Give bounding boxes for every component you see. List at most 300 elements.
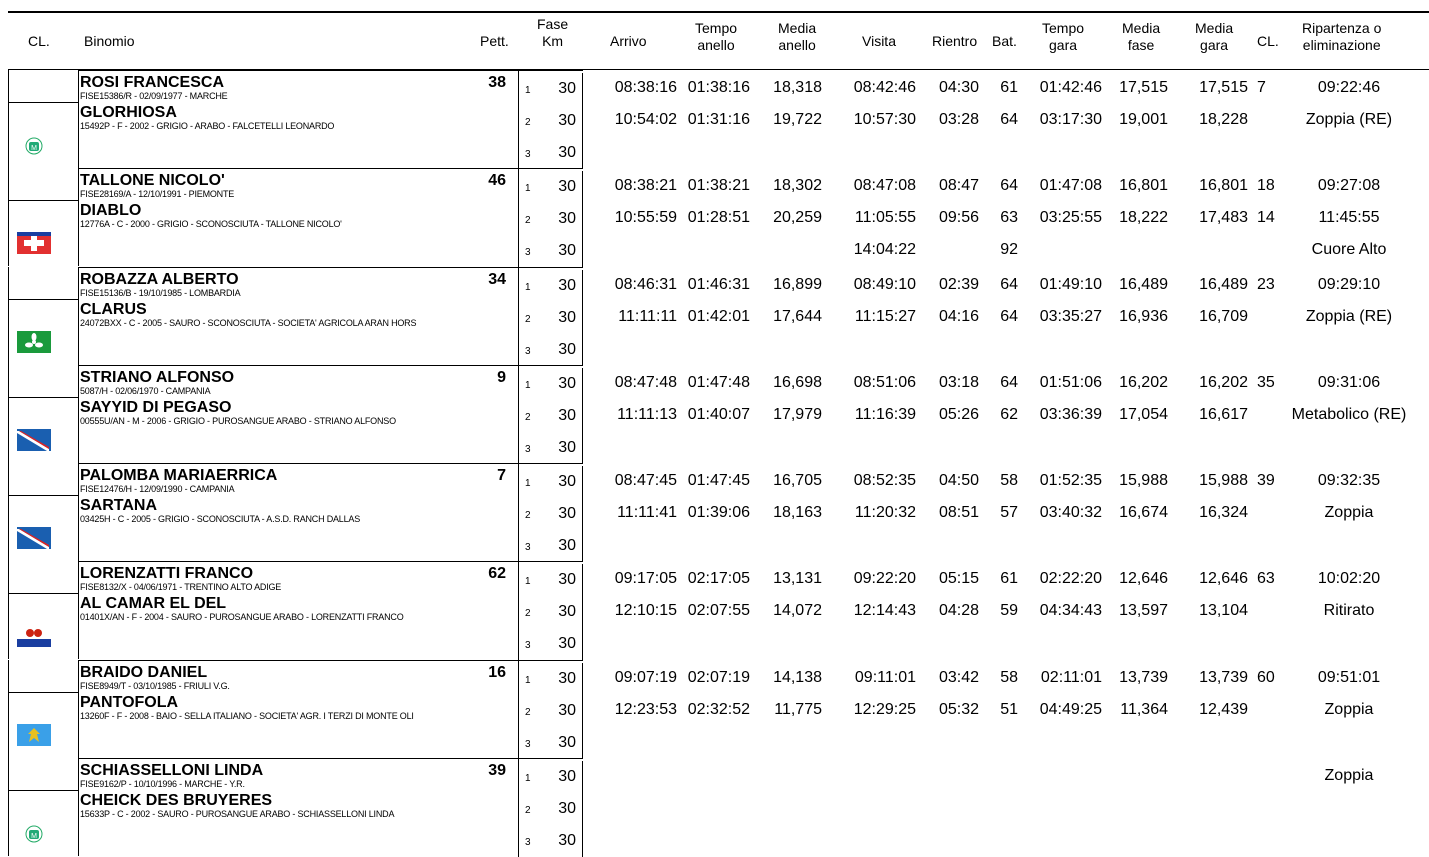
cell-tempo-gara: 01:51:06 bbox=[1039, 373, 1102, 391]
horse-info: 15633P - C - 2002 - SAURO - PUROSANGUE ARABO - SCHIASSELLONI LINDA bbox=[80, 809, 395, 820]
region-flag-icon bbox=[17, 134, 51, 154]
cell-media-gara bbox=[1185, 792, 1248, 824]
cell-ripartenza bbox=[1290, 431, 1408, 463]
cell-bat: 57 bbox=[1000, 504, 1018, 522]
cell-tempo-gara: 01:47:08 bbox=[1039, 177, 1102, 195]
binomio-cell bbox=[78, 168, 518, 267]
rider-info: FISE8132/X - 04/06/1971 - TRENTINO ALTO ADIGE bbox=[80, 582, 282, 593]
cell-tempo-gara: 04:34:43 bbox=[1039, 602, 1102, 620]
cell-tempo-gara: 03:25:55 bbox=[1039, 209, 1102, 227]
cell-ripartenza bbox=[1290, 136, 1408, 168]
cell-media-gara bbox=[1185, 760, 1248, 792]
cell-tempo-anello: 01:47:45 bbox=[687, 472, 750, 490]
cell-classifica: 14 bbox=[1257, 209, 1275, 227]
binomio-cell bbox=[78, 660, 518, 759]
lap-km: 30 bbox=[543, 466, 583, 498]
bib-number: 7 bbox=[497, 467, 506, 485]
cell-arrivo bbox=[597, 824, 677, 856]
cell-tempo-gara bbox=[1022, 234, 1102, 266]
lap-number: 2 bbox=[525, 117, 531, 128]
rider-name: PALOMBA MARIAERRICA bbox=[80, 467, 278, 485]
result-row bbox=[0, 365, 1429, 463]
lap-km: 30 bbox=[543, 596, 583, 628]
lap-number: 3 bbox=[525, 443, 531, 455]
header-bat: Bat. bbox=[992, 33, 1017, 49]
cell-rientro: 05:32 bbox=[938, 700, 979, 718]
horse-info: 00555U/AN - M - 2006 - GRIGIO - PUROSANGUE ARABO - STRIANO ALFONSO bbox=[80, 415, 396, 426]
svg-text:M: M bbox=[31, 833, 37, 841]
cell-media-gara bbox=[1185, 234, 1248, 266]
cell-classifica bbox=[1257, 792, 1287, 824]
cell-classifica: 63 bbox=[1257, 570, 1275, 588]
cell-arrivo: 11:11:13 bbox=[617, 405, 677, 423]
cell-classifica bbox=[1257, 399, 1287, 431]
cell-bat bbox=[990, 136, 1018, 168]
cell-ripartenza: 09:29:10 bbox=[1317, 275, 1381, 293]
lap-km: 30 bbox=[543, 203, 583, 235]
cell-arrivo: 09:07:19 bbox=[614, 668, 677, 686]
cell-media-gara bbox=[1185, 333, 1248, 365]
region-flag-icon bbox=[17, 429, 51, 449]
cell-media-gara: 17,483 bbox=[1199, 209, 1248, 227]
cell-classifica: 39 bbox=[1257, 472, 1275, 490]
rank-box bbox=[8, 561, 79, 659]
cell-bat bbox=[990, 792, 1018, 824]
lap-km: 30 bbox=[543, 825, 583, 857]
cell-tempo-gara bbox=[1022, 431, 1102, 463]
binomio-cell bbox=[78, 267, 518, 366]
cell-classifica bbox=[1257, 104, 1287, 136]
lap-number: 3 bbox=[525, 837, 531, 849]
lap-km: 30 bbox=[543, 727, 583, 759]
cell-ripartenza bbox=[1290, 726, 1408, 758]
cell-rientro: 08:47 bbox=[938, 177, 979, 195]
cell-tempo-anello: 02:07:19 bbox=[687, 668, 750, 686]
cell-rientro: 04:16 bbox=[938, 307, 979, 325]
cell-tempo-anello: 01:47:48 bbox=[687, 373, 750, 391]
cell-classifica bbox=[1257, 234, 1287, 266]
cell-bat: 58 bbox=[1000, 668, 1018, 686]
horse-name: PANTOFOLA bbox=[80, 693, 179, 711]
cell-bat: 63 bbox=[1000, 209, 1018, 227]
cell-media-fase: 16,674 bbox=[1119, 504, 1168, 522]
horse-info: 03425H - C - 2005 - GRIGIO - SCONOSCIUTA - A.S.D. RANCH DALLAS bbox=[80, 514, 361, 525]
cell-media-gara: 12,646 bbox=[1199, 570, 1248, 588]
header-media-fase: Media fase bbox=[1122, 20, 1161, 53]
cell-media-gara: 16,489 bbox=[1199, 275, 1248, 293]
cell-media-gara bbox=[1185, 431, 1248, 463]
cell-media-fase bbox=[1108, 431, 1168, 463]
cell-rientro: 03:28 bbox=[938, 111, 979, 128]
lap-km: 30 bbox=[543, 105, 583, 137]
cell-visita: 08:42:46 bbox=[853, 79, 916, 96]
cell-tempo-anello: 01:38:21 bbox=[687, 177, 750, 195]
cell-rientro: 09:56 bbox=[938, 209, 979, 227]
cell-rientro bbox=[926, 529, 979, 561]
cell-media-fase: 12,646 bbox=[1119, 570, 1168, 588]
cell-media-anello: 17,644 bbox=[773, 307, 822, 325]
cell-media-fase bbox=[1108, 333, 1168, 365]
cell-classifica bbox=[1257, 301, 1287, 333]
rank-box bbox=[8, 168, 79, 266]
header-rientro: Rientro bbox=[932, 33, 978, 49]
cell-tempo-anello bbox=[680, 726, 750, 758]
bib-number: 46 bbox=[488, 172, 506, 190]
horse-name: CLARUS bbox=[80, 300, 147, 318]
cell-tempo-anello: 02:07:55 bbox=[687, 602, 750, 620]
horse-info: 12776A - C - 2000 - GRIGIO - SCONOSCIUTA - TALLONE NICOLO' bbox=[80, 219, 342, 230]
cell-visita bbox=[840, 726, 916, 758]
rider-name: LORENZATTI FRANCO bbox=[80, 565, 254, 583]
cell-media-gara: 16,202 bbox=[1199, 373, 1248, 391]
cell-media-anello: 18,302 bbox=[773, 177, 822, 195]
cell-visita: 08:49:10 bbox=[853, 275, 916, 293]
table-header bbox=[0, 0, 1429, 70]
binomio-cell bbox=[78, 758, 518, 857]
cell-media-anello: 18,318 bbox=[773, 79, 822, 96]
bib-number: 9 bbox=[497, 368, 506, 386]
cell-bat: 58 bbox=[1000, 472, 1018, 490]
cell-media-fase: 16,202 bbox=[1119, 373, 1168, 391]
cell-media-fase bbox=[1108, 726, 1168, 758]
cell-visita: 11:16:39 bbox=[854, 405, 916, 423]
bib-number: 38 bbox=[488, 74, 506, 91]
cell-tempo-gara: 03:17:30 bbox=[1039, 111, 1102, 128]
cell-classifica: 18 bbox=[1257, 177, 1275, 195]
rider-info: FISE8949/T - 03/10/1985 - FRIULI V.G. bbox=[80, 680, 230, 691]
bib-number: 16 bbox=[488, 663, 506, 681]
cell-bat: 92 bbox=[1000, 241, 1018, 259]
cell-tempo-gara bbox=[1022, 760, 1102, 792]
cell-media-anello: 16,698 bbox=[773, 373, 822, 391]
lap-km: 30 bbox=[543, 235, 583, 267]
result-row bbox=[0, 168, 1429, 266]
lap-column bbox=[518, 70, 583, 169]
cell-arrivo: 11:11:11 bbox=[618, 307, 677, 325]
cell-arrivo bbox=[597, 760, 677, 792]
cell-bat: 62 bbox=[1000, 405, 1018, 423]
cell-rientro: 05:26 bbox=[938, 405, 979, 423]
cell-tempo-gara bbox=[1022, 792, 1102, 824]
cell-arrivo: 09:17:05 bbox=[614, 570, 677, 588]
cell-tempo-gara bbox=[1022, 136, 1102, 168]
cell-ripartenza: Metabolico (RE) bbox=[1291, 405, 1407, 423]
cell-media-gara: 16,801 bbox=[1199, 177, 1248, 195]
lap-km: 30 bbox=[543, 432, 583, 464]
cell-visita bbox=[840, 792, 916, 824]
cell-arrivo bbox=[597, 136, 677, 168]
cell-bat bbox=[990, 431, 1018, 463]
cell-tempo-anello bbox=[680, 333, 750, 365]
cell-media-gara: 13,104 bbox=[1199, 602, 1248, 620]
rider-name: TALLONE NICOLO' bbox=[80, 172, 225, 190]
cell-media-fase: 19,001 bbox=[1119, 111, 1168, 128]
cell-arrivo bbox=[597, 234, 677, 266]
lap-column bbox=[518, 660, 583, 759]
cell-bat bbox=[990, 726, 1018, 758]
lap-km: 30 bbox=[543, 628, 583, 660]
lap-column bbox=[518, 168, 583, 267]
cell-visita: 12:14:43 bbox=[853, 602, 916, 620]
horse-name: CHEICK DES BRUYERES bbox=[80, 792, 273, 810]
cell-ripartenza: 09:51:01 bbox=[1317, 668, 1381, 686]
lap-number: 3 bbox=[525, 542, 531, 554]
cell-media-fase: 17,515 bbox=[1119, 79, 1168, 96]
cell-bat bbox=[990, 529, 1018, 561]
svg-text:M: M bbox=[31, 145, 37, 152]
cell-media-fase: 13,739 bbox=[1119, 668, 1168, 686]
cell-bat bbox=[990, 333, 1018, 365]
rank-box bbox=[8, 365, 79, 463]
cell-media-gara: 15,988 bbox=[1199, 472, 1248, 490]
cell-tempo-gara: 03:35:27 bbox=[1039, 307, 1102, 325]
cell-media-fase bbox=[1108, 529, 1168, 561]
cell-visita: 08:52:35 bbox=[853, 472, 916, 490]
cell-ripartenza: Zoppia (RE) bbox=[1305, 111, 1393, 128]
cell-media-anello: 16,705 bbox=[773, 472, 822, 490]
lap-number: 1 bbox=[525, 379, 531, 391]
binomio-cell bbox=[78, 463, 518, 562]
lap-km: 30 bbox=[543, 137, 583, 169]
rider-info: FISE9162/P - 10/10/1996 - MARCHE - Y.R. bbox=[80, 779, 245, 790]
cell-tempo-gara bbox=[1022, 333, 1102, 365]
lap-number: 3 bbox=[525, 345, 531, 357]
cell-media-anello bbox=[760, 234, 822, 266]
cell-rientro bbox=[926, 726, 979, 758]
lap-number: 2 bbox=[525, 706, 531, 718]
lap-number: 1 bbox=[525, 773, 531, 785]
binomio-cell bbox=[78, 70, 518, 169]
cell-classifica bbox=[1257, 760, 1287, 792]
lap-number: 1 bbox=[525, 478, 531, 490]
cell-media-gara: 16,617 bbox=[1199, 405, 1248, 423]
cell-media-gara: 17,515 bbox=[1199, 79, 1248, 96]
lap-km: 30 bbox=[543, 73, 583, 105]
cell-media-fase: 15,988 bbox=[1119, 472, 1168, 490]
cell-rientro bbox=[926, 431, 979, 463]
rider-info: FISE15136/B - 19/10/1985 - LOMBARDIA bbox=[80, 287, 241, 298]
header-media-anello: Media anello bbox=[778, 20, 817, 53]
cell-media-anello bbox=[760, 627, 822, 659]
bib-number: 34 bbox=[488, 270, 506, 288]
cell-rientro: 08:51 bbox=[938, 504, 979, 522]
cell-ripartenza: 09:32:35 bbox=[1317, 472, 1381, 490]
cell-media-anello bbox=[760, 726, 822, 758]
rank-box bbox=[8, 267, 79, 365]
cell-tempo-anello bbox=[680, 431, 750, 463]
result-row bbox=[0, 758, 1429, 856]
rider-info: 5087/H - 02/06/1970 - CAMPANIA bbox=[80, 385, 211, 396]
cell-media-fase: 16,489 bbox=[1119, 275, 1168, 293]
lap-km: 30 bbox=[543, 171, 583, 203]
cell-tempo-anello: 01:40:07 bbox=[687, 405, 750, 423]
lap-number: 1 bbox=[525, 576, 531, 588]
cell-tempo-gara bbox=[1022, 529, 1102, 561]
cell-tempo-anello bbox=[680, 529, 750, 561]
horse-info: 24072BXX - C - 2005 - SAURO - SCONOSCIUTA - SOCIETA' AGRICOLA ARAN HORS bbox=[80, 317, 417, 328]
cell-bat: 59 bbox=[1000, 602, 1018, 620]
cell-media-fase bbox=[1108, 627, 1168, 659]
header-binomio: Binomio bbox=[84, 33, 135, 49]
cell-rientro: 05:15 bbox=[938, 570, 979, 588]
lap-km: 30 bbox=[543, 761, 583, 793]
cell-rientro: 03:42 bbox=[938, 668, 979, 686]
cell-bat bbox=[990, 824, 1018, 856]
cell-visita bbox=[840, 333, 916, 365]
results-table bbox=[0, 70, 1429, 856]
header-cl: CL. bbox=[28, 33, 50, 49]
cell-tempo-gara: 01:42:46 bbox=[1039, 79, 1102, 96]
cell-media-anello bbox=[760, 136, 822, 168]
cell-tempo-anello bbox=[680, 627, 750, 659]
cell-classifica: 23 bbox=[1257, 275, 1275, 293]
cell-bat: 64 bbox=[1000, 275, 1018, 293]
horse-name: AL CAMAR EL DEL bbox=[80, 595, 227, 613]
lap-number: 3 bbox=[525, 640, 531, 652]
cell-tempo-anello: 01:46:31 bbox=[687, 275, 750, 293]
lap-km: 30 bbox=[543, 400, 583, 432]
cell-classifica: 60 bbox=[1257, 668, 1275, 686]
lap-number: 2 bbox=[525, 608, 531, 620]
lap-number: 2 bbox=[525, 805, 531, 817]
cell-media-anello bbox=[760, 792, 822, 824]
lap-column bbox=[518, 365, 583, 464]
cell-visita: 11:05:55 bbox=[854, 209, 916, 227]
lap-column bbox=[518, 561, 583, 660]
cell-media-gara: 16,709 bbox=[1199, 307, 1248, 325]
cell-tempo-gara bbox=[1022, 627, 1102, 659]
cell-visita: 11:20:32 bbox=[854, 504, 916, 522]
cell-classifica: 35 bbox=[1257, 373, 1275, 391]
cell-tempo-gara: 02:11:01 bbox=[1040, 668, 1102, 686]
cell-tempo-gara bbox=[1022, 726, 1102, 758]
cell-media-gara bbox=[1185, 529, 1248, 561]
cell-tempo-gara: 01:52:35 bbox=[1039, 472, 1102, 490]
cell-visita bbox=[840, 136, 916, 168]
cell-visita bbox=[840, 627, 916, 659]
header-ripartenza: Ripartenza o eliminazione bbox=[1302, 20, 1382, 53]
cell-ripartenza: Cuore Alto bbox=[1311, 241, 1387, 259]
cell-ripartenza bbox=[1290, 627, 1408, 659]
cell-visita bbox=[840, 529, 916, 561]
result-row bbox=[0, 561, 1429, 659]
header-cl-fase: CL. bbox=[1257, 33, 1279, 49]
lap-number: 2 bbox=[525, 510, 531, 522]
header-arrivo: Arrivo bbox=[610, 33, 647, 49]
rider-name: BRAIDO DANIEL bbox=[80, 663, 208, 681]
cell-rientro bbox=[926, 792, 979, 824]
cell-rientro: 04:28 bbox=[938, 602, 979, 620]
cell-media-fase: 18,222 bbox=[1119, 209, 1168, 227]
cell-visita: 09:22:20 bbox=[853, 570, 916, 588]
horse-info: 01401X/AN - F - 2004 - SAURO - PUROSANGUE ARABO - LORENZATTI FRANCO bbox=[80, 612, 404, 623]
binomio-cell bbox=[78, 561, 518, 660]
lap-km: 30 bbox=[543, 334, 583, 366]
rider-name: ROBAZZA ALBERTO bbox=[80, 270, 239, 288]
cell-tempo-anello bbox=[680, 824, 750, 856]
lap-column bbox=[518, 463, 583, 562]
cell-classifica bbox=[1257, 726, 1287, 758]
cell-bat bbox=[990, 760, 1018, 792]
cell-bat: 64 bbox=[1000, 177, 1018, 195]
cell-classifica bbox=[1257, 694, 1287, 726]
result-row bbox=[0, 70, 1429, 168]
rider-info: FISE15386/R - 02/09/1977 - MARCHE bbox=[80, 91, 228, 101]
rider-name: SCHIASSELLONI LINDA bbox=[80, 762, 264, 780]
cell-arrivo bbox=[597, 792, 677, 824]
cell-tempo-anello bbox=[680, 792, 750, 824]
cell-media-anello: 17,979 bbox=[773, 405, 822, 423]
cell-media-fase: 16,801 bbox=[1119, 177, 1168, 195]
cell-media-gara bbox=[1185, 136, 1248, 168]
cell-tempo-anello: 01:39:06 bbox=[687, 504, 750, 522]
cell-tempo-gara: 03:36:39 bbox=[1039, 405, 1102, 423]
cell-classifica bbox=[1257, 529, 1287, 561]
cell-arrivo: 08:46:31 bbox=[614, 275, 677, 293]
lap-km: 30 bbox=[543, 302, 583, 334]
cell-bat: 51 bbox=[1000, 700, 1018, 718]
cell-visita: 12:29:25 bbox=[853, 700, 916, 718]
lap-km: 30 bbox=[543, 270, 583, 302]
rank-box bbox=[8, 758, 79, 856]
cell-ripartenza bbox=[1290, 824, 1408, 856]
rank-box bbox=[8, 660, 79, 758]
cell-media-fase bbox=[1108, 234, 1168, 266]
lap-km: 30 bbox=[543, 498, 583, 530]
cell-tempo-gara: 03:40:32 bbox=[1039, 504, 1102, 522]
lap-number: 3 bbox=[525, 149, 531, 160]
rider-info: FISE12476/H - 12/09/1990 - CAMPANIA bbox=[80, 484, 235, 495]
cell-ripartenza: 09:22:46 bbox=[1317, 79, 1381, 96]
cell-ripartenza: 09:27:08 bbox=[1317, 177, 1381, 195]
bib-number: 39 bbox=[488, 762, 506, 780]
cell-ripartenza: 09:31:06 bbox=[1317, 373, 1381, 391]
cell-media-anello: 13,131 bbox=[773, 570, 822, 588]
cell-tempo-anello bbox=[680, 136, 750, 168]
cell-ripartenza: 11:45:55 bbox=[1318, 209, 1380, 227]
header-visita: Visita bbox=[862, 33, 896, 49]
cell-media-anello bbox=[760, 529, 822, 561]
cell-rientro bbox=[926, 234, 979, 266]
region-flag-icon bbox=[17, 625, 51, 645]
cell-ripartenza bbox=[1290, 333, 1408, 365]
cell-media-anello bbox=[760, 824, 822, 856]
lap-km: 30 bbox=[543, 695, 583, 727]
cell-tempo-anello bbox=[680, 760, 750, 792]
cell-tempo-anello: 02:17:05 bbox=[687, 570, 750, 588]
lap-number: 1 bbox=[525, 183, 531, 195]
horse-info: 15492P - F - 2002 - GRIGIO - ARABO - FALCETELLI LEONARDO bbox=[80, 121, 335, 131]
cell-visita: 08:51:06 bbox=[853, 373, 916, 391]
cell-media-anello: 16,899 bbox=[773, 275, 822, 293]
cell-arrivo bbox=[597, 529, 677, 561]
cell-bat bbox=[990, 627, 1018, 659]
bib-number: 62 bbox=[488, 565, 506, 583]
cell-media-fase bbox=[1108, 824, 1168, 856]
cell-classifica bbox=[1257, 627, 1287, 659]
lap-number: 1 bbox=[525, 674, 531, 686]
cell-arrivo: 08:38:16 bbox=[614, 79, 677, 96]
cell-classifica bbox=[1257, 431, 1287, 463]
cell-classifica: 7 bbox=[1257, 79, 1266, 96]
lap-column bbox=[518, 267, 583, 366]
cell-bat: 61 bbox=[1000, 79, 1018, 96]
region-flag-icon bbox=[17, 724, 51, 744]
cell-media-gara: 16,324 bbox=[1199, 504, 1248, 522]
cell-media-anello: 19,722 bbox=[773, 111, 822, 128]
cell-ripartenza: Zoppia bbox=[1324, 700, 1374, 718]
cell-media-fase: 16,936 bbox=[1119, 307, 1168, 325]
